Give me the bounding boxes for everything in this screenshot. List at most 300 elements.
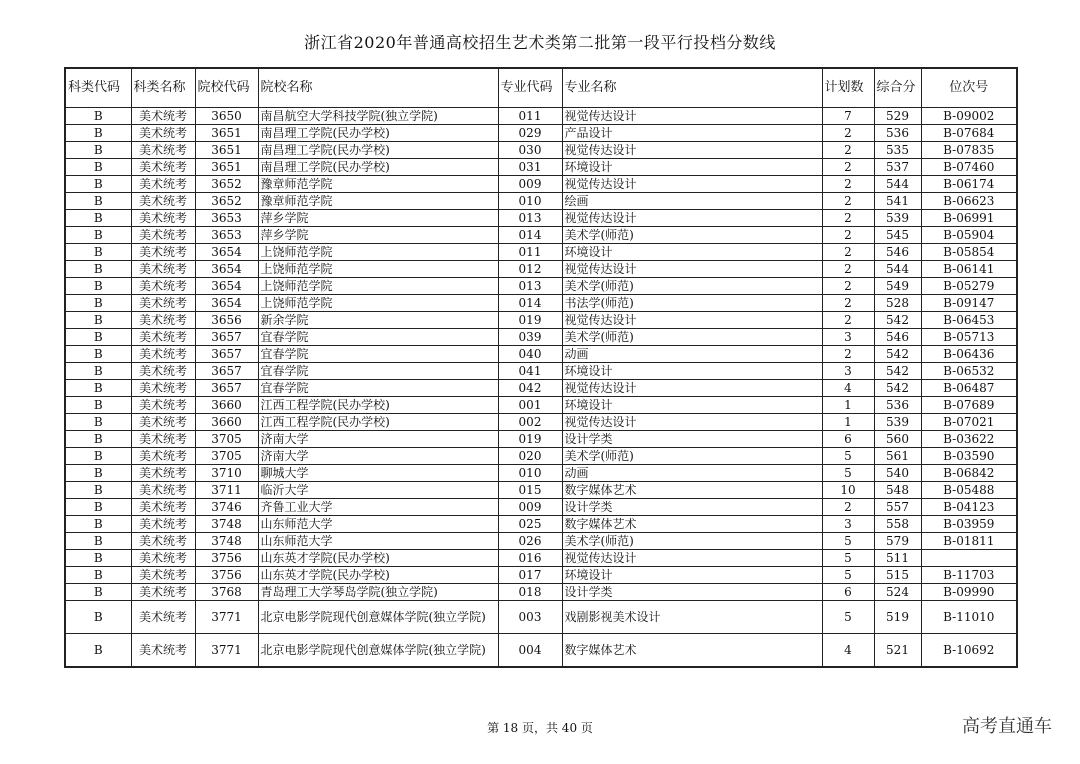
cell-category-name: 美术统考 — [131, 329, 195, 346]
cell-category-code: B — [65, 295, 131, 312]
col-header-rank: 位次号 — [921, 68, 1017, 108]
cell-school-name: 新余学院 — [258, 312, 498, 329]
cell-major-code: 009 — [498, 176, 562, 193]
cell-category-code: B — [65, 227, 131, 244]
cell-school-name: 北京电影学院现代创意媒体学院(独立学院) — [258, 601, 498, 634]
cell-category-name: 美术统考 — [131, 465, 195, 482]
cell-category-code: B — [65, 380, 131, 397]
cell-category-code: B — [65, 142, 131, 159]
cell-rank: B-05713 — [921, 329, 1017, 346]
table-row — [65, 584, 1017, 601]
cell-school-code: 3756 — [195, 567, 258, 584]
cell-category-name: 美术统考 — [131, 431, 195, 448]
table-row — [65, 363, 1017, 380]
cell-rank: B-09147 — [921, 295, 1017, 312]
cell-major-code: 031 — [498, 159, 562, 176]
cell-plan-count: 2 — [822, 125, 874, 142]
cell-plan-count: 2 — [822, 142, 874, 159]
cell-total-score: 544 — [874, 261, 921, 278]
cell-rank: B-05854 — [921, 244, 1017, 261]
cell-category-name: 美术统考 — [131, 261, 195, 278]
table-header-row — [65, 68, 1017, 108]
col-header-plan-count: 计划数 — [822, 68, 874, 108]
cell-major-name: 动画 — [562, 465, 822, 482]
cell-major-code: 018 — [498, 584, 562, 601]
cell-total-score: 536 — [874, 397, 921, 414]
cell-major-code: 012 — [498, 261, 562, 278]
cell-major-code: 017 — [498, 567, 562, 584]
table-row — [65, 210, 1017, 227]
cell-plan-count: 4 — [822, 380, 874, 397]
cell-school-code: 3711 — [195, 482, 258, 499]
cell-major-name: 动画 — [562, 346, 822, 363]
cell-total-score: 511 — [874, 550, 921, 567]
cell-plan-count: 5 — [822, 533, 874, 550]
cell-category-code: B — [65, 125, 131, 142]
table-row — [65, 397, 1017, 414]
cell-total-score: 558 — [874, 516, 921, 533]
cell-rank: B-03959 — [921, 516, 1017, 533]
table-row — [65, 516, 1017, 533]
cell-category-code: B — [65, 465, 131, 482]
cell-category-code: B — [65, 414, 131, 431]
cell-category-name: 美术统考 — [131, 312, 195, 329]
cell-category-name: 美术统考 — [131, 363, 195, 380]
cell-category-code: B — [65, 567, 131, 584]
cell-school-name: 南昌理工学院(民办学校) — [258, 142, 498, 159]
cell-total-score: 542 — [874, 380, 921, 397]
cell-rank: B-03590 — [921, 448, 1017, 465]
table-row — [65, 601, 1017, 634]
cell-plan-count: 2 — [822, 176, 874, 193]
table-row — [65, 295, 1017, 312]
cell-rank: B-01811 — [921, 533, 1017, 550]
cell-school-code: 3705 — [195, 431, 258, 448]
table-row — [65, 312, 1017, 329]
col-header-major-name: 专业名称 — [562, 68, 822, 108]
table-row — [65, 634, 1017, 668]
cell-category-name: 美术统考 — [131, 193, 195, 210]
cell-category-name: 美术统考 — [131, 278, 195, 295]
cell-rank: B-07021 — [921, 414, 1017, 431]
cell-major-name: 环境设计 — [562, 244, 822, 261]
cell-plan-count: 5 — [822, 465, 874, 482]
cell-major-code: 003 — [498, 601, 562, 634]
cell-rank: B-07835 — [921, 142, 1017, 159]
col-header-major-code: 专业代码 — [498, 68, 562, 108]
cell-plan-count: 5 — [822, 550, 874, 567]
cell-plan-count: 5 — [822, 601, 874, 634]
cell-total-score: 521 — [874, 634, 921, 668]
cell-major-code: 011 — [498, 108, 562, 125]
cell-category-name: 美术统考 — [131, 567, 195, 584]
cell-school-name: 济南大学 — [258, 431, 498, 448]
cell-plan-count: 1 — [822, 414, 874, 431]
cell-major-name: 视觉传达设计 — [562, 108, 822, 125]
cell-major-name: 视觉传达设计 — [562, 142, 822, 159]
cell-school-name: 青岛理工大学琴岛学院(独立学院) — [258, 584, 498, 601]
cell-major-code: 020 — [498, 448, 562, 465]
table-row — [65, 533, 1017, 550]
cell-major-code: 013 — [498, 278, 562, 295]
cell-school-name: 济南大学 — [258, 448, 498, 465]
cell-rank: B-09990 — [921, 584, 1017, 601]
cell-plan-count: 2 — [822, 159, 874, 176]
cell-major-name: 环境设计 — [562, 567, 822, 584]
cell-category-code: B — [65, 397, 131, 414]
cell-school-code: 3656 — [195, 312, 258, 329]
cell-total-score: 542 — [874, 312, 921, 329]
cell-total-score: 537 — [874, 159, 921, 176]
cell-major-code: 004 — [498, 634, 562, 668]
cell-major-name: 环境设计 — [562, 363, 822, 380]
cell-school-code: 3705 — [195, 448, 258, 465]
cell-school-name: 聊城大学 — [258, 465, 498, 482]
cell-school-code: 3653 — [195, 210, 258, 227]
cell-rank: B-06623 — [921, 193, 1017, 210]
cell-major-code: 016 — [498, 550, 562, 567]
cell-major-code: 026 — [498, 533, 562, 550]
cell-category-code: B — [65, 448, 131, 465]
cell-plan-count: 2 — [822, 499, 874, 516]
cell-rank: B-06991 — [921, 210, 1017, 227]
cell-plan-count: 10 — [822, 482, 874, 499]
document-title: 浙江省2020年普通高校招生艺术类第二批第一段平行投档分数线 — [304, 33, 776, 52]
table-row — [65, 482, 1017, 499]
col-header-total-score: 综合分 — [874, 68, 921, 108]
cell-school-code: 3660 — [195, 397, 258, 414]
col-header-school-code: 院校代码 — [195, 68, 258, 108]
cell-major-code: 042 — [498, 380, 562, 397]
cell-category-name: 美术统考 — [131, 380, 195, 397]
cell-category-code: B — [65, 108, 131, 125]
cell-school-code: 3651 — [195, 125, 258, 142]
cell-plan-count: 5 — [822, 567, 874, 584]
cell-category-code: B — [65, 482, 131, 499]
cell-school-name: 萍乡学院 — [258, 210, 498, 227]
cell-total-score: 539 — [874, 414, 921, 431]
cell-plan-count: 2 — [822, 346, 874, 363]
cell-category-code: B — [65, 499, 131, 516]
cell-school-name: 山东师范大学 — [258, 516, 498, 533]
cell-major-name: 视觉传达设计 — [562, 550, 822, 567]
cell-major-name: 数字媒体艺术 — [562, 482, 822, 499]
cell-major-code: 014 — [498, 227, 562, 244]
cell-category-code: B — [65, 176, 131, 193]
cell-school-code: 3651 — [195, 159, 258, 176]
cell-rank: B-06842 — [921, 465, 1017, 482]
cell-total-score: 528 — [874, 295, 921, 312]
cell-plan-count: 2 — [822, 227, 874, 244]
cell-plan-count: 2 — [822, 312, 874, 329]
cell-school-name: 萍乡学院 — [258, 227, 498, 244]
cell-category-name: 美术统考 — [131, 584, 195, 601]
cell-rank: B-05279 — [921, 278, 1017, 295]
cell-category-name: 美术统考 — [131, 601, 195, 634]
cell-total-score: 536 — [874, 125, 921, 142]
cell-school-code: 3756 — [195, 550, 258, 567]
cell-total-score: 515 — [874, 567, 921, 584]
cell-school-name: 上饶师范学院 — [258, 295, 498, 312]
cell-total-score: 519 — [874, 601, 921, 634]
cell-school-code: 3746 — [195, 499, 258, 516]
table-row — [65, 465, 1017, 482]
cell-school-code: 3654 — [195, 295, 258, 312]
cell-school-name: 豫章师范学院 — [258, 193, 498, 210]
cell-category-code: B — [65, 363, 131, 380]
cell-plan-count: 1 — [822, 397, 874, 414]
cell-category-name: 美术统考 — [131, 533, 195, 550]
cell-total-score: 541 — [874, 193, 921, 210]
table-row — [65, 431, 1017, 448]
cell-category-code: B — [65, 584, 131, 601]
cell-major-name: 环境设计 — [562, 397, 822, 414]
cell-category-code: B — [65, 210, 131, 227]
cell-rank: B-07689 — [921, 397, 1017, 414]
cell-school-code: 3657 — [195, 380, 258, 397]
cell-category-code: B — [65, 278, 131, 295]
cell-total-score: 539 — [874, 210, 921, 227]
cell-total-score: 557 — [874, 499, 921, 516]
cell-plan-count: 2 — [822, 295, 874, 312]
cell-major-code: 019 — [498, 431, 562, 448]
cell-category-name: 美术统考 — [131, 550, 195, 567]
cell-major-name: 美术学(师范) — [562, 533, 822, 550]
cell-major-name: 数字媒体艺术 — [562, 516, 822, 533]
cell-major-name: 视觉传达设计 — [562, 380, 822, 397]
table-row — [65, 329, 1017, 346]
cell-rank: B-11010 — [921, 601, 1017, 634]
cell-school-name: 南昌理工学院(民办学校) — [258, 125, 498, 142]
cell-school-code: 3748 — [195, 516, 258, 533]
cell-major-code: 001 — [498, 397, 562, 414]
cell-major-name: 美术学(师范) — [562, 278, 822, 295]
cell-school-name: 山东师范大学 — [258, 533, 498, 550]
table-row — [65, 244, 1017, 261]
cell-major-name: 视觉传达设计 — [562, 312, 822, 329]
cell-school-code: 3657 — [195, 363, 258, 380]
cell-school-code: 3771 — [195, 634, 258, 668]
cell-category-name: 美术统考 — [131, 142, 195, 159]
cell-school-code: 3654 — [195, 261, 258, 278]
cell-category-name: 美术统考 — [131, 346, 195, 363]
cell-major-code: 019 — [498, 312, 562, 329]
cell-total-score: 524 — [874, 584, 921, 601]
cell-major-code: 010 — [498, 465, 562, 482]
cell-major-name: 戏剧影视美术设计 — [562, 601, 822, 634]
cell-total-score: 579 — [874, 533, 921, 550]
cell-school-code: 3710 — [195, 465, 258, 482]
cell-major-name: 产品设计 — [562, 125, 822, 142]
cell-category-name: 美术统考 — [131, 227, 195, 244]
cell-major-code: 013 — [498, 210, 562, 227]
table-row — [65, 499, 1017, 516]
cell-school-name: 南昌理工学院(民办学校) — [258, 159, 498, 176]
cell-major-name: 视觉传达设计 — [562, 210, 822, 227]
cell-major-code: 015 — [498, 482, 562, 499]
cell-major-name: 视觉传达设计 — [562, 414, 822, 431]
cell-category-name: 美术统考 — [131, 108, 195, 125]
cell-category-code: B — [65, 431, 131, 448]
cell-rank: B-11703 — [921, 567, 1017, 584]
cell-category-code: B — [65, 261, 131, 278]
cell-rank: B-06532 — [921, 363, 1017, 380]
cell-total-score: 561 — [874, 448, 921, 465]
cell-rank: B-03622 — [921, 431, 1017, 448]
cell-category-name: 美术统考 — [131, 159, 195, 176]
cell-school-code: 3652 — [195, 193, 258, 210]
cell-plan-count: 2 — [822, 278, 874, 295]
cell-total-score: 545 — [874, 227, 921, 244]
cell-school-code: 3651 — [195, 142, 258, 159]
cell-major-code: 010 — [498, 193, 562, 210]
cell-total-score: 544 — [874, 176, 921, 193]
cell-rank: B-09002 — [921, 108, 1017, 125]
page-number-footer: 第 18 页，共 40 页 — [487, 721, 593, 735]
cell-plan-count: 4 — [822, 634, 874, 668]
cell-category-name: 美术统考 — [131, 397, 195, 414]
cell-category-name: 美术统考 — [131, 295, 195, 312]
cell-plan-count: 6 — [822, 431, 874, 448]
table-row — [65, 159, 1017, 176]
admission-score-table — [64, 67, 1018, 668]
cell-school-code: 3653 — [195, 227, 258, 244]
cell-plan-count: 6 — [822, 584, 874, 601]
cell-rank: B-05904 — [921, 227, 1017, 244]
cell-rank — [921, 550, 1017, 567]
cell-rank: B-06174 — [921, 176, 1017, 193]
cell-category-code: B — [65, 159, 131, 176]
cell-plan-count: 2 — [822, 210, 874, 227]
cell-major-code: 011 — [498, 244, 562, 261]
cell-school-code: 3657 — [195, 329, 258, 346]
cell-rank: B-06453 — [921, 312, 1017, 329]
cell-category-code: B — [65, 346, 131, 363]
cell-rank: B-10692 — [921, 634, 1017, 668]
cell-category-code: B — [65, 601, 131, 634]
cell-school-code: 3650 — [195, 108, 258, 125]
col-header-category-name: 科类名称 — [131, 68, 195, 108]
cell-school-code: 3654 — [195, 278, 258, 295]
cell-school-name: 宜春学院 — [258, 363, 498, 380]
cell-major-name: 书法学(师范) — [562, 295, 822, 312]
cell-major-name: 设计学类 — [562, 499, 822, 516]
cell-rank: B-06436 — [921, 346, 1017, 363]
cell-major-code: 002 — [498, 414, 562, 431]
cell-school-name: 江西工程学院(民办学校) — [258, 397, 498, 414]
table-row — [65, 142, 1017, 159]
cell-category-name: 美术统考 — [131, 414, 195, 431]
cell-plan-count: 7 — [822, 108, 874, 125]
table-row — [65, 193, 1017, 210]
cell-school-name: 宜春学院 — [258, 380, 498, 397]
cell-major-name: 视觉传达设计 — [562, 261, 822, 278]
table-row — [65, 550, 1017, 567]
cell-school-name: 宜春学院 — [258, 346, 498, 363]
cell-rank: B-06141 — [921, 261, 1017, 278]
cell-plan-count: 3 — [822, 329, 874, 346]
cell-major-code: 025 — [498, 516, 562, 533]
cell-total-score: 560 — [874, 431, 921, 448]
cell-plan-count: 2 — [822, 244, 874, 261]
table-row — [65, 448, 1017, 465]
cell-school-name: 齐鲁工业大学 — [258, 499, 498, 516]
cell-major-name: 美术学(师范) — [562, 329, 822, 346]
cell-school-name: 临沂大学 — [258, 482, 498, 499]
cell-plan-count: 3 — [822, 363, 874, 380]
cell-total-score: 542 — [874, 363, 921, 380]
col-header-category-code: 科类代码 — [65, 68, 131, 108]
cell-school-name: 山东英才学院(民办学校) — [258, 567, 498, 584]
cell-school-name: 上饶师范学院 — [258, 278, 498, 295]
cell-major-code: 014 — [498, 295, 562, 312]
cell-school-name: 上饶师范学院 — [258, 244, 498, 261]
table-row — [65, 278, 1017, 295]
cell-school-name: 豫章师范学院 — [258, 176, 498, 193]
cell-major-name: 绘画 — [562, 193, 822, 210]
cell-school-code: 3748 — [195, 533, 258, 550]
cell-major-name: 设计学类 — [562, 431, 822, 448]
cell-school-code: 3657 — [195, 346, 258, 363]
cell-category-name: 美术统考 — [131, 448, 195, 465]
cell-category-code: B — [65, 516, 131, 533]
cell-category-name: 美术统考 — [131, 210, 195, 227]
cell-school-name: 江西工程学院(民办学校) — [258, 414, 498, 431]
cell-rank: B-06487 — [921, 380, 1017, 397]
cell-school-code: 3660 — [195, 414, 258, 431]
cell-major-code: 009 — [498, 499, 562, 516]
cell-major-name: 环境设计 — [562, 159, 822, 176]
cell-school-code: 3654 — [195, 244, 258, 261]
cell-category-code: B — [65, 550, 131, 567]
cell-category-name: 美术统考 — [131, 244, 195, 261]
cell-category-name: 美术统考 — [131, 176, 195, 193]
table-row — [65, 414, 1017, 431]
cell-major-name: 设计学类 — [562, 584, 822, 601]
cell-school-name: 北京电影学院现代创意媒体学院(独立学院) — [258, 634, 498, 668]
cell-rank: B-07684 — [921, 125, 1017, 142]
cell-category-code: B — [65, 329, 131, 346]
cell-school-name: 上饶师范学院 — [258, 261, 498, 278]
cell-rank: B-07460 — [921, 159, 1017, 176]
cell-category-code: B — [65, 193, 131, 210]
cell-plan-count: 5 — [822, 448, 874, 465]
cell-school-name: 山东英才学院(民办学校) — [258, 550, 498, 567]
table-row — [65, 380, 1017, 397]
cell-category-name: 美术统考 — [131, 634, 195, 668]
cell-major-code: 029 — [498, 125, 562, 142]
cell-total-score: 529 — [874, 108, 921, 125]
cell-rank: B-05488 — [921, 482, 1017, 499]
cell-total-score: 542 — [874, 346, 921, 363]
cell-major-name: 美术学(师范) — [562, 227, 822, 244]
cell-school-code: 3768 — [195, 584, 258, 601]
col-header-school-name: 院校名称 — [258, 68, 498, 108]
cell-major-code: 030 — [498, 142, 562, 159]
cell-total-score: 549 — [874, 278, 921, 295]
table-row — [65, 108, 1017, 125]
cell-major-code: 039 — [498, 329, 562, 346]
cell-category-name: 美术统考 — [131, 499, 195, 516]
cell-total-score: 535 — [874, 142, 921, 159]
cell-category-code: B — [65, 533, 131, 550]
watermark-text: 高考直通车 — [962, 716, 1052, 737]
cell-total-score: 548 — [874, 482, 921, 499]
cell-school-code: 3771 — [195, 601, 258, 634]
cell-plan-count: 2 — [822, 193, 874, 210]
cell-major-name: 美术学(师范) — [562, 448, 822, 465]
cell-school-code: 3652 — [195, 176, 258, 193]
